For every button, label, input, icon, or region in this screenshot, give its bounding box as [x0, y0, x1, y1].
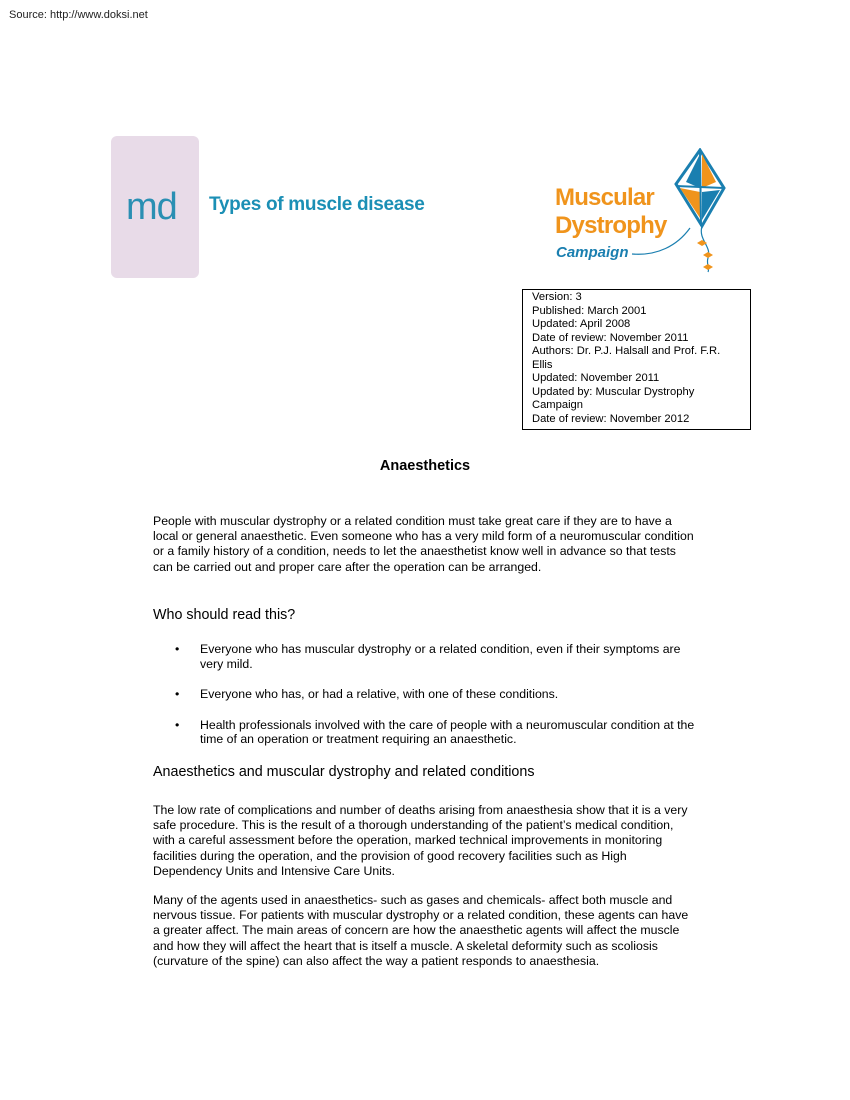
paragraph-agents: Many of the agents used in anaesthetics- such as gases and chemicals- affect both muscle and nervous tissue. For patients with muscular dystrophy or a related condition, these agents can have a greater affect. The main areas of concern are how the anaesthetic agents will affect the muscle and how they will affect the heart that is itself a muscle. A skeletal deformity such as scoliosis (curvature of the spine) can also affect the way a patient responds to anaesthesia.: [153, 893, 689, 968]
version-line: Updated by: Muscular Dystrophy: [532, 385, 695, 398]
bullet-icon: •: [175, 687, 180, 701]
list-item: [153, 642, 698, 671]
source-line: Source: http://www.doksi.net: [9, 9, 148, 21]
list-item-text: Health professionals involved with the care of people with a neuromuscular condition at the time of an operation or treatment requiring an anaesthetic.: [200, 717, 695, 746]
list-item: [153, 687, 698, 702]
intro-paragraph: People with muscular dystrophy or a related condition must take great care if they are to have a local or general anaesthetic. Even someone who has a very mild form of a neuromuscular condition or a family history of a condition, needs to let the anaesthetist know well in advance so that tests can be carried out and proper care after the operation can be arranged.: [153, 514, 694, 574]
list-item-text: Everyone who has muscular dystrophy or a related condition, even if their symptoms are very mild.: [200, 642, 681, 671]
bullet-icon: •: [175, 717, 180, 732]
version-line: Version: 3: [532, 291, 582, 303]
list-item-text: Everyone who has, or had a relative, with one of these conditions.: [200, 687, 559, 701]
audience-list: [153, 642, 698, 747]
logo-line-2: Dystrophy: [555, 212, 667, 239]
version-info-box: [522, 289, 751, 430]
bullet-icon: •: [175, 642, 180, 656]
version-line: Date of review: November 2011: [532, 331, 689, 344]
version-line: Updated: April 2008: [532, 318, 631, 330]
version-line: Ellis: [532, 358, 553, 371]
md-brand-box: [111, 136, 199, 278]
version-line: Campaign: [532, 399, 583, 411]
paragraph-safety: The low rate of complications and number of deaths arising from anaesthesia show that it is a very safe procedure. This is the result of a thorough understanding of the patient’s medical condition, with a careful assessment before the operation, marked technical improvements in monitoring facilities during the operation, and the provision of good recovery facilities such as High Dependency Units and Intensive Care Units.: [153, 803, 688, 878]
logo-line-3: Campaign: [556, 244, 629, 261]
version-line: Updated: November 2011: [532, 372, 660, 384]
md-mark: md: [126, 186, 177, 228]
document-title: Anaesthetics: [379, 458, 471, 474]
logo-line-1: Muscular: [555, 184, 654, 211]
version-line: Authors: Dr. P.J. Halsall and Prof. F.R.: [532, 345, 721, 357]
series-title: Types of muscle disease: [209, 194, 425, 215]
version-line: Date of review: November 2012: [532, 412, 690, 425]
muscular-dystrophy-campaign-logo: [552, 148, 732, 276]
version-line: Published: March 2001: [532, 304, 647, 317]
section-heading-who-should-read: Who should read this?: [153, 607, 296, 623]
section-heading-anaesthetics: Anaesthetics and muscular dystrophy and related conditions: [153, 764, 535, 780]
list-item: [153, 718, 698, 747]
